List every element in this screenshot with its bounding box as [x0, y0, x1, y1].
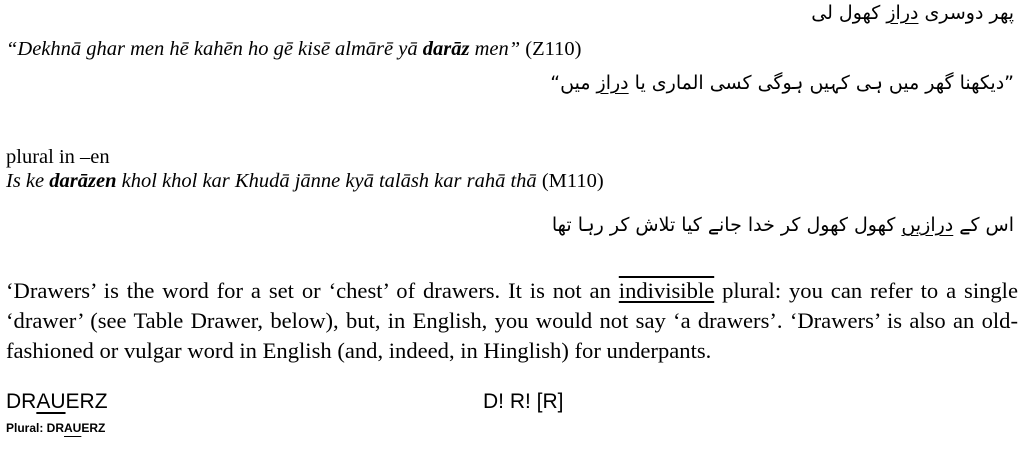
- example-sentence-1: “Dekhnā ghar men hē kahēn ho gē kisē almārē yā darāz men” (Z110): [6, 38, 582, 60]
- urdu-heading: پھر دوسری دراز کھول لی: [811, 2, 1014, 24]
- urdu-translation-2: اس کے درازیں کھول کھول کر خدا جانے کیا تلاش کر رہا تھا: [551, 214, 1014, 236]
- example-sentence-2: Is ke darāzen khol khol kar Khudā jānne kyā talāsh kar rahā thā (M110): [6, 170, 604, 192]
- explanation-paragraph: ‘Drawers’ is the word for a set or ‘chest’ of drawers. It is not an indivisible plural: you can refer to a single ‘drawer’ (see Table Drawer, below), but, in English, you would not say ‘a drawers’. ‘Drawers’ is also an old-fashioned or vulgar word in English (and, indeed, in Hinglish) for underpants.: [6, 278, 1018, 363]
- pronunciation-heading: DRAUERZ: [6, 390, 108, 413]
- urdu-translation-1: ”دیکھنا گھر میں ہی کہیں ہوگی کسی الماری یا دراز میں“: [550, 72, 1014, 94]
- phonetic-notation: D! R! [R]: [483, 390, 564, 413]
- plural-label: plural in –en: [6, 146, 110, 168]
- plural-form-note: Plural: DRAUERZ: [6, 421, 106, 435]
